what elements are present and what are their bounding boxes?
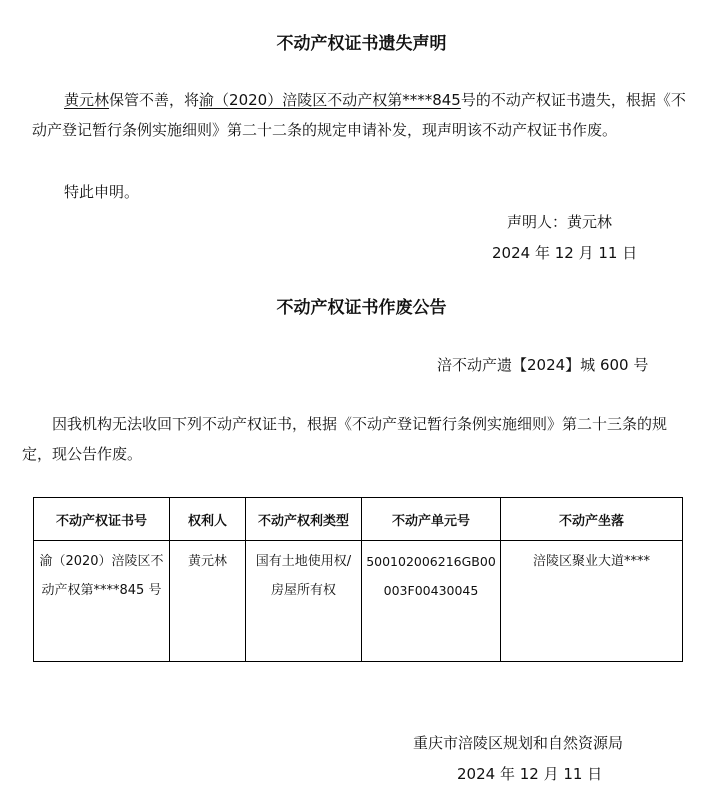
table-row: [34, 541, 683, 662]
statement-closing: 特此申明。: [64, 183, 140, 201]
statement-body-part-2: 号的不动产权证书遗失，根据《不动产登记暂行条例实施细则》第二十二条的规定申请补发，现声明该不动产权证书作废。: [32, 91, 686, 139]
statement-body: [32, 85, 688, 145]
statement-body-part-1: 保管不善，将: [109, 91, 200, 109]
announcement-body: 因我机构无法收回下列不动产权证书，根据《不动产登记暂行条例实施细则》第二十三条的规定，现公告作废。: [22, 415, 668, 463]
owner-name: 黄元林: [64, 91, 110, 109]
announcement-ref-number: 涪不动产遗【2024】城 600 号: [437, 356, 649, 374]
announcement-title: 不动产权证书作废公告: [276, 298, 447, 318]
announcement-date: 2024 年 12 月 11 日: [457, 765, 603, 783]
header-right-type: 不动产权利类型: [246, 498, 362, 541]
cell-unit-number: 500102006216GB00003F00430045: [362, 541, 501, 662]
table-header-row: [34, 498, 683, 541]
header-owner: 权利人: [170, 498, 246, 541]
header-unit-number: 不动产单元号: [362, 498, 501, 541]
void-certificate-table: [33, 497, 683, 662]
statement-date: 2024 年 12 月 11 日: [492, 244, 638, 262]
cell-owner: 黄元林: [170, 541, 246, 662]
cell-location: 涪陵区聚业大道****: [501, 541, 683, 662]
header-location: 不动产坐落: [501, 498, 683, 541]
issuer-name: 重庆市涪陵区规划和自然资源局: [413, 734, 624, 752]
cell-right-type: 国有土地使用权/房屋所有权: [246, 541, 362, 662]
statement-cert-number: 渝（2020）涪陵区不动产权第****845: [199, 91, 461, 109]
cell-cert-number: 渝（2020）涪陵区不动产权第****845 号: [34, 541, 170, 662]
statement-title: 不动产权证书遗失声明: [276, 34, 447, 54]
statement-signer: 声明人：黄元林: [507, 213, 613, 231]
header-cert-number: 不动产权证书号: [34, 498, 170, 541]
